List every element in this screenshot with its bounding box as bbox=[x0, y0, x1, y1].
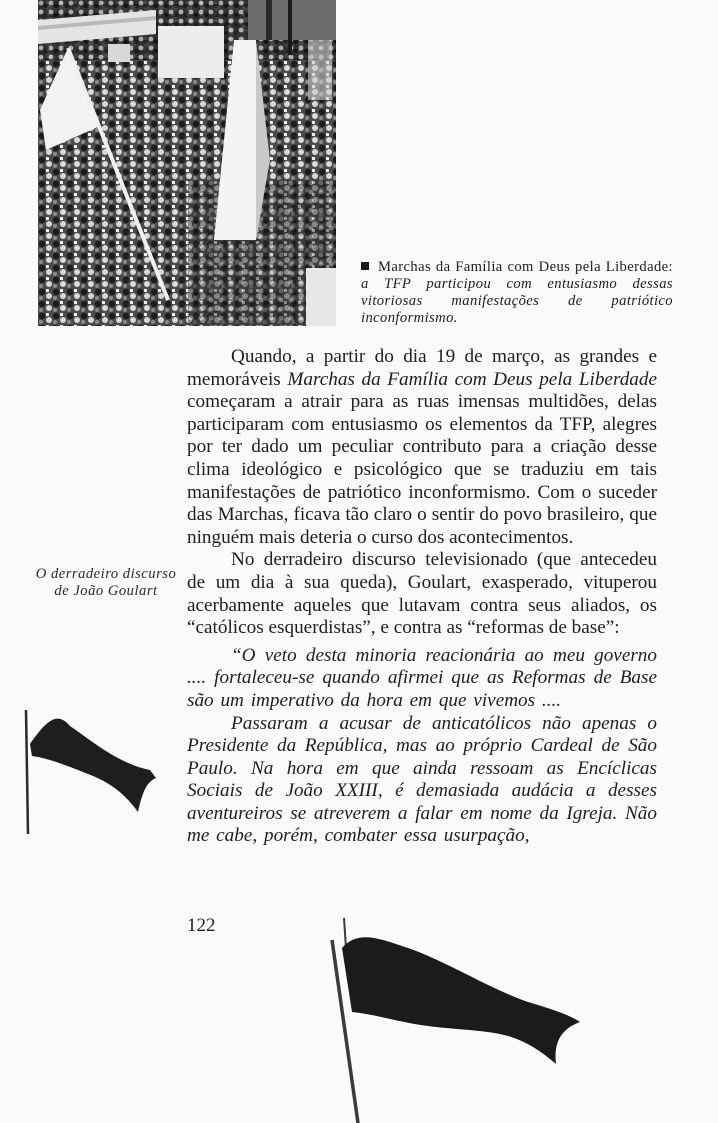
page-number: 122 bbox=[187, 915, 216, 936]
body-text bbox=[187, 346, 657, 848]
flag-icon bbox=[18, 708, 164, 836]
margin-note: O derradeiro discurso de João Goulart bbox=[35, 566, 177, 599]
paragraph-1 bbox=[187, 346, 657, 549]
quote-paragraph-1: “O veto desta minoria reacionária ao meu governo .... fortaleceu-se quando afirmei que as Reformas de Base são um imperativo da hora em que vivemos .... bbox=[187, 644, 657, 711]
crowd-photo-icon bbox=[38, 0, 336, 326]
square-bullet-icon bbox=[361, 262, 369, 270]
paragraph-1-end: começaram a atrair para as ruas imensas multidões, delas participaram com entusiasmo os elementos da TFP, alegres por ter dado um peculiar contributo para a criação desse clima ideológico e psicológico que se traduziu em tais manifestações de patriótico inconformismo. Com o suceder das Marchas, ficava tão claro o sentir do povo brasileiro, que ninguém mais deteria o curso dos acontecimentos. bbox=[187, 391, 657, 548]
caption-lead: Marchas da Família com Deus pela Liberdade: bbox=[378, 259, 673, 275]
paragraph-1-start: Quando, a partir do dia 19 de março, as grandes e memoráveis bbox=[187, 346, 657, 390]
quote-paragraph-2: Passaram a acusar de anticatólicos não apenas o Presidente da República, mas ao próprio Cardeal de São Paulo. Na hora em que ainda ressoam as Encíclicas Sociais de João XXIII, é demasiada audácia a desses aventureiros se atreverem a falar em nome da Igreja. Não me cabe, porém, combater essa usurpação, bbox=[187, 712, 657, 847]
caption-italic: a TFP participou com entusiasmo dessas vitoriosas manifestações de patriótico inconformismo. bbox=[361, 276, 673, 326]
flag-icon bbox=[318, 918, 588, 1123]
crowd-photo bbox=[38, 0, 336, 326]
paragraph-2: No derradeiro discurso televisionado (que antecedeu de um dia à sua queda), Goulart, exasperado, vituperou acerbamente aqueles que lutavam contra seus aliados, os “católicos esquerdistas”, e contra as “reformas de base”: bbox=[187, 549, 657, 639]
photo-caption bbox=[361, 259, 673, 327]
paragraph-1-italic: Marchas da Família com Deus pela Liberdade bbox=[287, 368, 657, 390]
